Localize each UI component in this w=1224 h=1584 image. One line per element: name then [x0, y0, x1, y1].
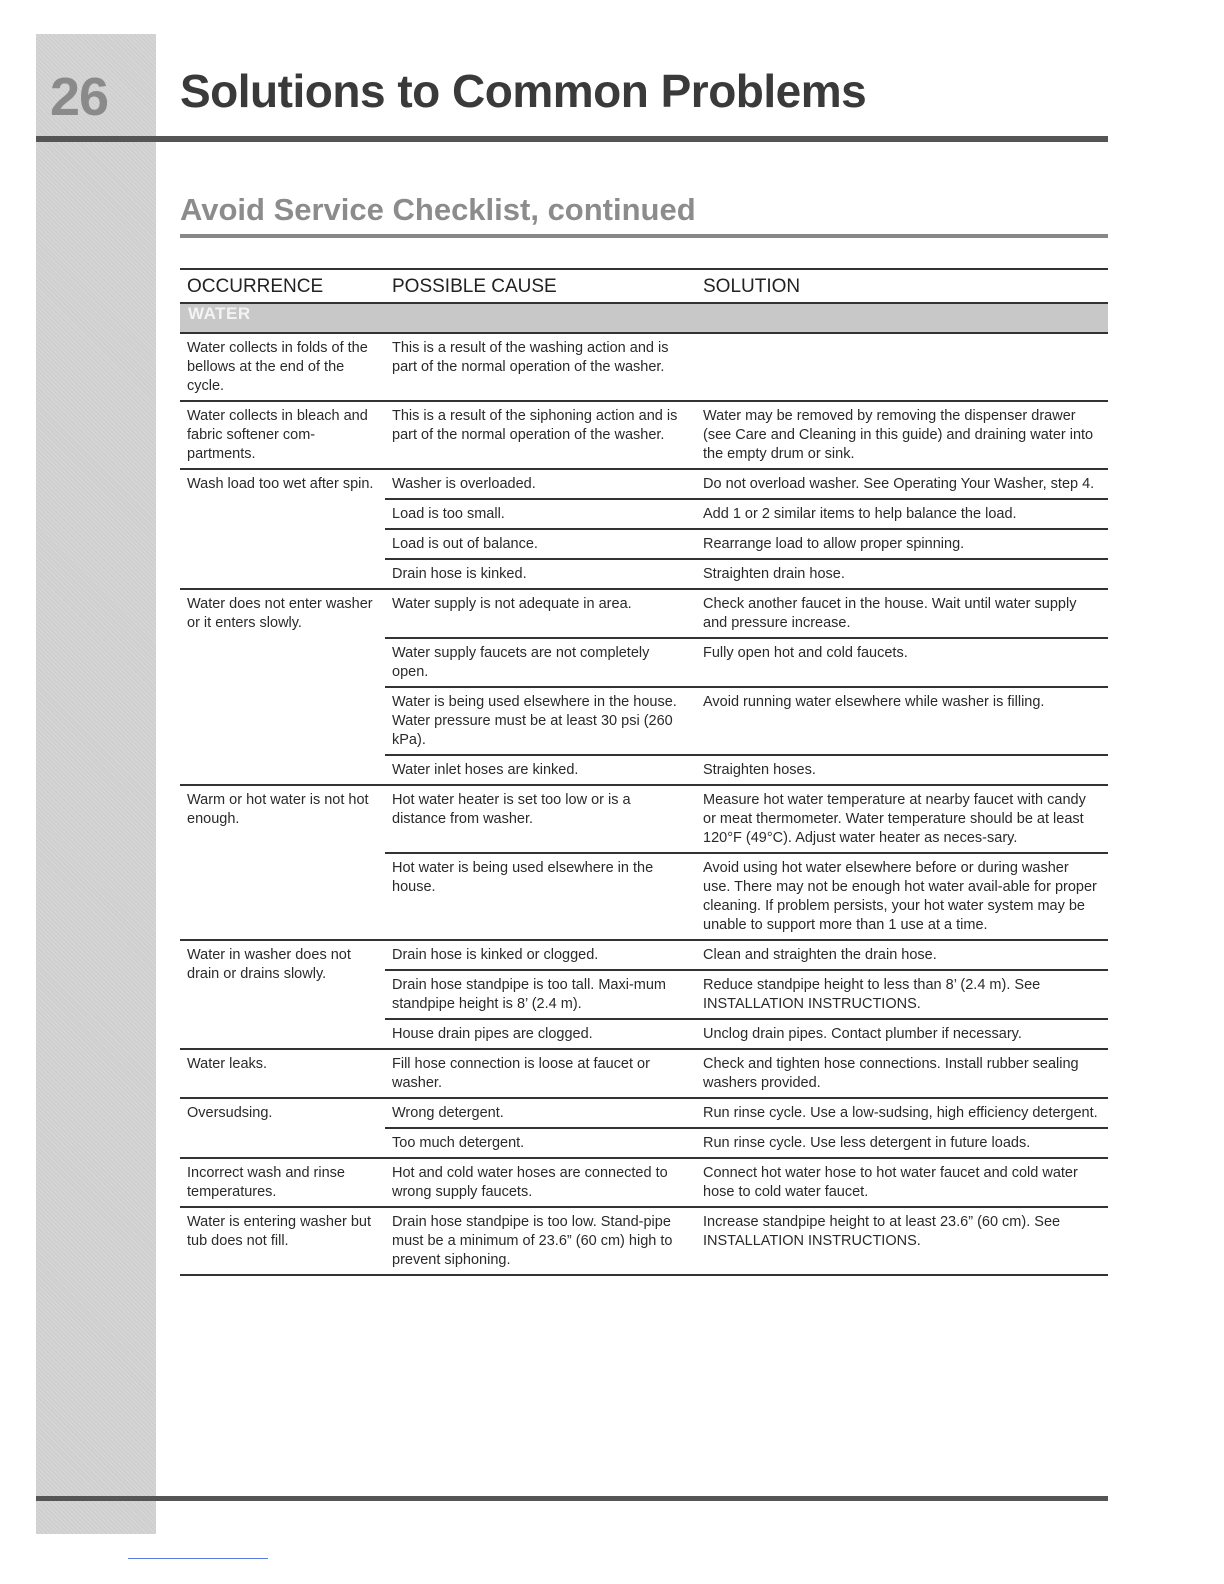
- cause-cell: Load is too small.: [385, 499, 696, 529]
- solution-cell: Clean and straighten the drain hose.: [696, 940, 1108, 970]
- cause-cell: Load is out of balance.: [385, 529, 696, 559]
- solution-cell: Fully open hot and cold faucets.: [696, 638, 1108, 687]
- table-row: [180, 785, 1108, 853]
- category-label: WATER: [180, 303, 1108, 333]
- occurrence-cell: Water leaks.: [180, 1049, 385, 1098]
- occurrence-cell: Water does not enter washer or it enters slowly.: [180, 589, 385, 785]
- category-row: [180, 303, 1108, 333]
- table-row: [180, 1049, 1108, 1098]
- page-number: 26: [50, 67, 109, 127]
- page-title: Solutions to Common Problems: [180, 65, 867, 117]
- solution-cell: Water may be removed by removing the dispenser drawer (see Care and Cleaning in this guide) and draining water into the empty drum or sink.: [696, 401, 1108, 469]
- cause-cell: Water supply faucets are not completely open.: [385, 638, 696, 687]
- occurrence-cell: Wash load too wet after spin.: [180, 469, 385, 589]
- solution-cell: Reduce standpipe height to less than 8’ (2.4 m). See INSTALLATION INSTRUCTIONS.: [696, 970, 1108, 1019]
- solution-cell: Avoid running water elsewhere while washer is filling.: [696, 687, 1108, 755]
- cause-cell: This is a result of the washing action and is part of the normal operation of the washer.: [385, 333, 696, 401]
- header-solution: SOLUTION: [696, 269, 1108, 303]
- cause-cell: Hot water is being used elsewhere in the house.: [385, 853, 696, 940]
- table-row: [180, 1158, 1108, 1207]
- header-occurrence: OCCURRENCE: [180, 269, 385, 303]
- cause-cell: Drain hose is kinked.: [385, 559, 696, 589]
- occurrence-cell: Water in washer does not drain or drains slowly.: [180, 940, 385, 1049]
- solution-cell: Rearrange load to allow proper spinning.: [696, 529, 1108, 559]
- solution-cell: Check another faucet in the house. Wait until water supply and pressure increase.: [696, 589, 1108, 638]
- side-band: [36, 34, 156, 1534]
- checklist-table: [180, 268, 1108, 1276]
- cause-cell: This is a result of the siphoning action and is part of the normal operation of the washer.: [385, 401, 696, 469]
- solution-cell: Run rinse cycle. Use less detergent in future loads.: [696, 1128, 1108, 1158]
- table-row: [180, 940, 1108, 970]
- footer-divider: [36, 1496, 1108, 1501]
- solution-cell: Increase standpipe height to at least 23.6” (60 cm). See INSTALLATION INSTRUCTIONS.: [696, 1207, 1108, 1275]
- table-row: [180, 1098, 1108, 1128]
- table-row: [180, 401, 1108, 469]
- solution-cell: Straighten hoses.: [696, 755, 1108, 785]
- cause-cell: Drain hose standpipe is too tall. Maxi-mum standpipe height is 8’ (2.4 m).: [385, 970, 696, 1019]
- cause-cell: Drain hose standpipe is too low. Stand-pipe must be a minimum of 23.6” (60 cm) high to prevent siphoning.: [385, 1207, 696, 1275]
- solution-cell: Do not overload washer. See Operating Your Washer, step 4.: [696, 469, 1108, 499]
- table-row: [180, 333, 1108, 401]
- cause-cell: Drain hose is kinked or clogged.: [385, 940, 696, 970]
- occurrence-cell: Water collects in bleach and fabric softener com-partments.: [180, 401, 385, 469]
- solution-cell: Connect hot water hose to hot water faucet and cold water hose to cold water faucet.: [696, 1158, 1108, 1207]
- title-divider: [36, 136, 1108, 142]
- header-possible-cause: POSSIBLE CAUSE: [385, 269, 696, 303]
- occurrence-cell: Oversudsing.: [180, 1098, 385, 1158]
- occurrence-cell: Incorrect wash and rinse temperatures.: [180, 1158, 385, 1207]
- table-row: [180, 469, 1108, 499]
- section-divider: [180, 234, 1108, 238]
- table-row: [180, 589, 1108, 638]
- solution-cell: Unclog drain pipes. Contact plumber if necessary.: [696, 1019, 1108, 1049]
- cause-cell: Water is being used elsewhere in the house. Water pressure must be at least 30 psi (260 kPa).: [385, 687, 696, 755]
- solution-cell: Avoid using hot water elsewhere before or during washer use. There may not be enough hot water avail-able for proper cleaning. If problem persists, your hot water system may be unable to support more than 1 use at a time.: [696, 853, 1108, 940]
- cause-cell: Water inlet hoses are kinked.: [385, 755, 696, 785]
- solution-cell: Check and tighten hose connections. Install rubber sealing washers provided.: [696, 1049, 1108, 1098]
- occurrence-cell: Water is entering washer but tub does not fill.: [180, 1207, 385, 1275]
- cause-cell: Hot water heater is set too low or is a distance from washer.: [385, 785, 696, 853]
- occurrence-cell: Warm or hot water is not hot enough.: [180, 785, 385, 940]
- occurrence-cell: Water collects in folds of the bellows at the end of the cycle.: [180, 333, 385, 401]
- cause-cell: Fill hose connection is loose at faucet or washer.: [385, 1049, 696, 1098]
- cause-cell: Hot and cold water hoses are connected to wrong supply faucets.: [385, 1158, 696, 1207]
- cause-cell: Washer is overloaded.: [385, 469, 696, 499]
- section-title: Avoid Service Checklist, continued: [180, 192, 696, 227]
- solution-cell: Run rinse cycle. Use a low-sudsing, high efficiency detergent.: [696, 1098, 1108, 1128]
- header-row: [180, 269, 1108, 303]
- cause-cell: House drain pipes are clogged.: [385, 1019, 696, 1049]
- link-underline: [128, 1558, 268, 1559]
- solution-cell: Measure hot water temperature at nearby faucet with candy or meat thermometer. Water temperature should be at least 120°F (49°C). Adjust water heater as neces-sary.: [696, 785, 1108, 853]
- solution-cell: Straighten drain hose.: [696, 559, 1108, 589]
- table-row: [180, 1207, 1108, 1275]
- cause-cell: Too much detergent.: [385, 1128, 696, 1158]
- cause-cell: Wrong detergent.: [385, 1098, 696, 1128]
- cause-cell: Water supply is not adequate in area.: [385, 589, 696, 638]
- solution-cell: [696, 333, 1108, 401]
- solution-cell: Add 1 or 2 similar items to help balance the load.: [696, 499, 1108, 529]
